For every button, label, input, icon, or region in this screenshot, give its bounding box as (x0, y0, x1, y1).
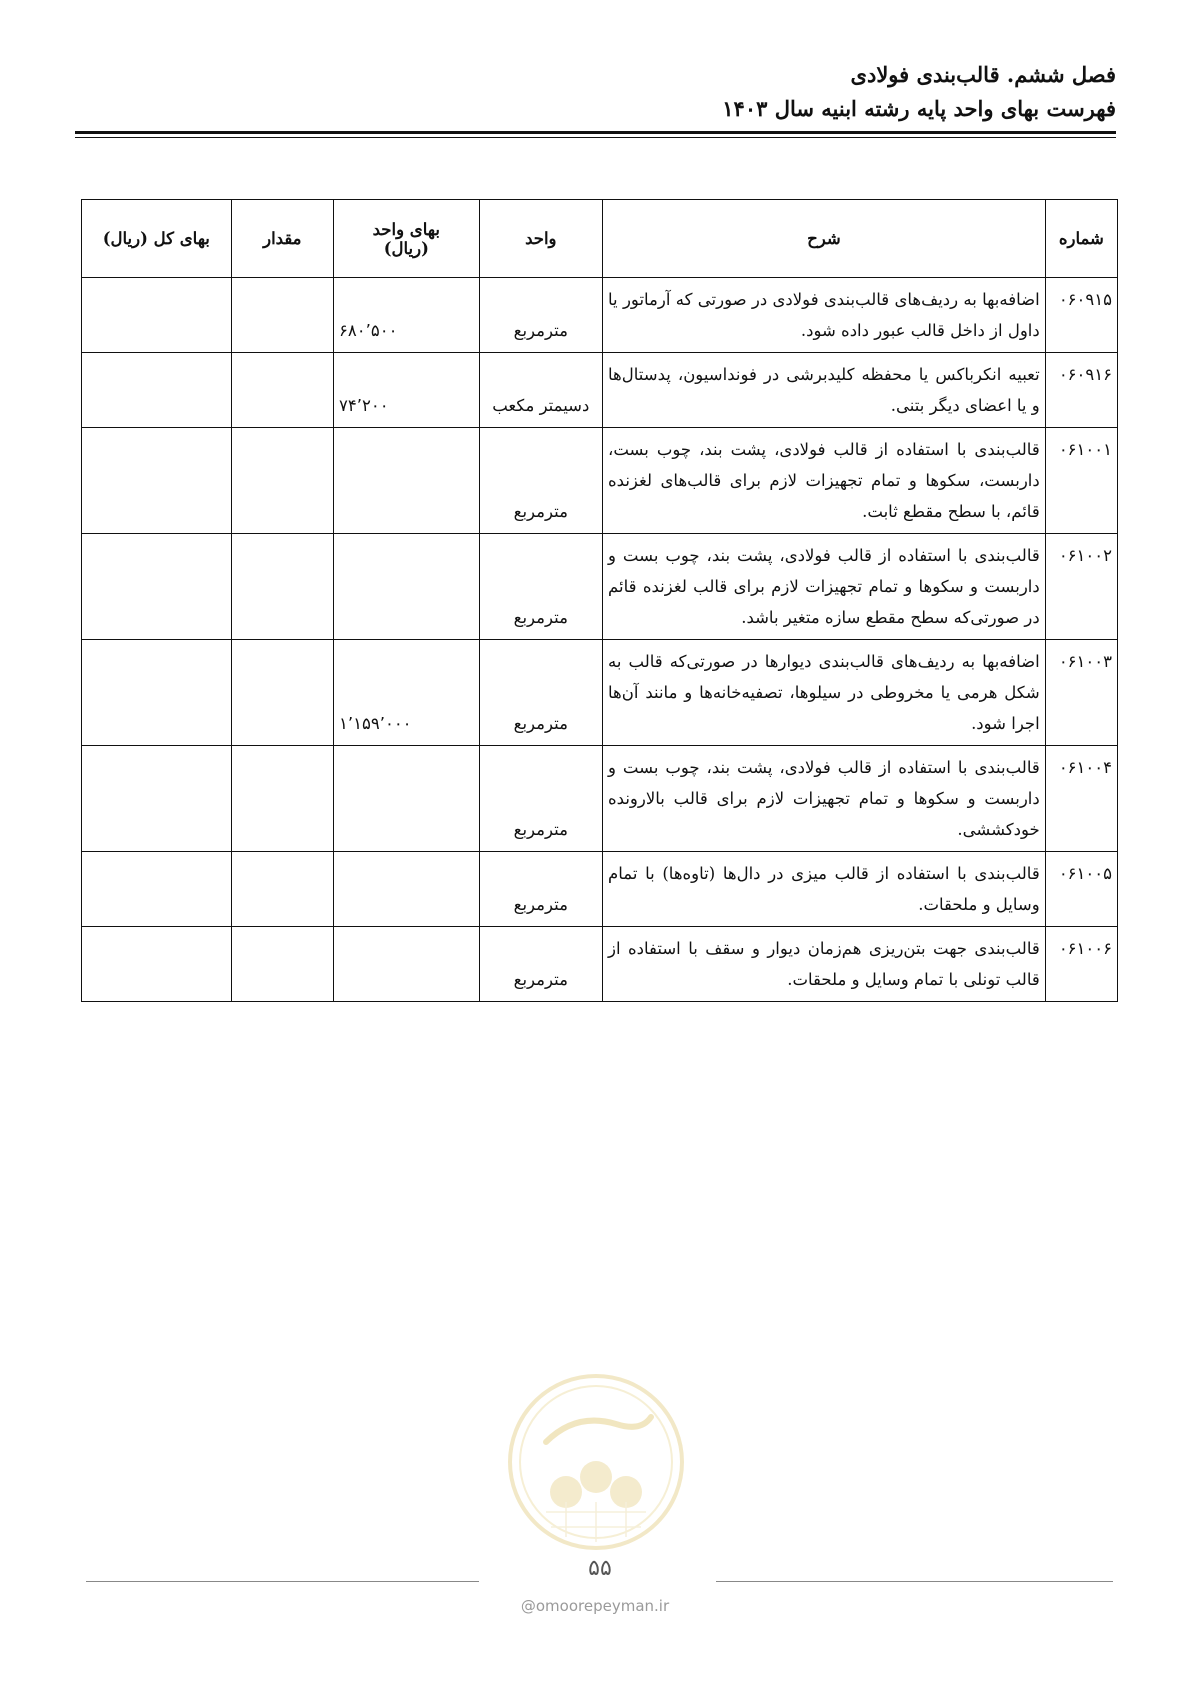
website-link[interactable]: @omoorepeyman.ir (520, 1597, 670, 1615)
row-total-price (82, 428, 232, 534)
row-unit: دسیمتر مکعب (479, 353, 602, 428)
row-total-price (82, 640, 232, 746)
row-quantity (231, 534, 333, 640)
row-unit: مترمربع (479, 534, 602, 640)
col-header-unit-price-line2: (ریال) (383, 238, 429, 258)
row-unit-price (334, 428, 480, 534)
row-unit-price: ۷۴٬۲۰۰ (334, 353, 480, 428)
col-header-qty: مقدار (231, 200, 333, 278)
row-code: ۰۶۱۰۰۱ (1045, 428, 1117, 534)
price-table (81, 199, 1118, 1002)
row-unit: مترمربع (479, 278, 602, 353)
header-rule-thin (75, 137, 1116, 138)
table-row (82, 428, 1118, 534)
header-rule-thick (75, 131, 1116, 134)
row-total-price (82, 927, 232, 1002)
row-unit: مترمربع (479, 746, 602, 852)
document-title: فهرست بهای واحد پایه رشته ابنیه سال ۱۴۰۳ (722, 96, 1116, 121)
row-quantity (231, 428, 333, 534)
watermark-logo-icon (506, 1372, 686, 1552)
table-row (82, 640, 1118, 746)
row-unit: مترمربع (479, 927, 602, 1002)
table-row (82, 927, 1118, 1002)
table-row (82, 746, 1118, 852)
col-header-total: بهای کل (ریال) (82, 200, 232, 278)
row-unit: مترمربع (479, 640, 602, 746)
table-row (82, 278, 1118, 353)
table-row (82, 534, 1118, 640)
row-description: تعبیه انکرباکس یا محفظه کلیدبرشی در فونداسیون، پدستال‌ها و یا اعضای دیگر بتنی. (603, 353, 1046, 428)
row-description: قالب‌بندی جهت بتن‌ریزی هم‌زمان دیوار و سقف با استفاده از قالب تونلی با تمام وسایل و ملحقات. (603, 927, 1046, 1002)
col-header-unit: واحد (479, 200, 602, 278)
row-unit-price (334, 927, 480, 1002)
row-unit-price: ۱٬۱۵۹٬۰۰۰ (334, 640, 480, 746)
row-quantity (231, 852, 333, 927)
col-header-unit-price (334, 200, 480, 278)
row-unit-price (334, 534, 480, 640)
col-header-code: شماره (1045, 200, 1117, 278)
row-quantity (231, 353, 333, 428)
row-quantity (231, 927, 333, 1002)
chapter-title: فصل ششم. قالب‌بندی فولادی (850, 62, 1116, 87)
row-unit: مترمربع (479, 428, 602, 534)
page-number: ۵۵ (588, 1556, 612, 1581)
row-quantity (231, 640, 333, 746)
row-unit-price: ۶۸۰٬۵۰۰ (334, 278, 480, 353)
footer-rule-left (86, 1581, 479, 1582)
col-header-desc: شرح (603, 200, 1046, 278)
row-code: ۰۶۰۹۱۶ (1045, 353, 1117, 428)
col-header-unit-price-line1: بهای واحد (372, 219, 440, 239)
row-total-price (82, 534, 232, 640)
row-code: ۰۶۰۹۱۵ (1045, 278, 1117, 353)
row-total-price (82, 353, 232, 428)
row-unit-price (334, 746, 480, 852)
row-description: قالب‌بندی با استفاده از قالب میزی در دال‌ها (تاوه‌ها) با تمام وسایل و ملحقات. (603, 852, 1046, 927)
row-code: ۰۶۱۰۰۶ (1045, 927, 1117, 1002)
row-description: اضافه‌بها به ردیف‌های قالب‌بندی فولادی در صورتی که آرماتور یا داول از داخل قالب عبور داده شود. (603, 278, 1046, 353)
row-total-price (82, 852, 232, 927)
page-header (722, 58, 1116, 126)
table-row (82, 353, 1118, 428)
row-total-price (82, 746, 232, 852)
row-code: ۰۶۱۰۰۵ (1045, 852, 1117, 927)
footer-rule-right (716, 1581, 1113, 1582)
row-description: قالب‌بندی با استفاده از قالب فولادی، پشت بند، چوب بست و داربست و سکوها و تمام تجهیزات لازم برای قالب بالارونده خودکششی. (603, 746, 1046, 852)
row-unit: مترمربع (479, 852, 602, 927)
table-header-row (82, 200, 1118, 278)
row-quantity (231, 278, 333, 353)
row-description: قالب‌بندی با استفاده از قالب فولادی، پشت بند، چوب بست، داربست، سکوها و تمام تجهیزات لازم برای قالب‌های لغزنده قائم، با سطح مقطع ثابت. (603, 428, 1046, 534)
row-description: قالب‌بندی با استفاده از قالب فولادی، پشت بند، چوب بست و داربست و سکوها و تمام تجهیزات لازم برای قالب لغزنده قائم در صورتی‌که سطح مقطع سازه متغیر باشد. (603, 534, 1046, 640)
row-code: ۰۶۱۰۰۴ (1045, 746, 1117, 852)
row-description: اضافه‌بها به ردیف‌های قالب‌بندی دیوارها در صورتی‌که قالب به شکل هرمی یا مخروطی در سیلوها، تصفیه‌خانه‌ها و مانند آن‌ها اجرا شود. (603, 640, 1046, 746)
row-code: ۰۶۱۰۰۳ (1045, 640, 1117, 746)
row-code: ۰۶۱۰۰۲ (1045, 534, 1117, 640)
row-unit-price (334, 852, 480, 927)
table-row (82, 852, 1118, 927)
row-quantity (231, 746, 333, 852)
row-total-price (82, 278, 232, 353)
